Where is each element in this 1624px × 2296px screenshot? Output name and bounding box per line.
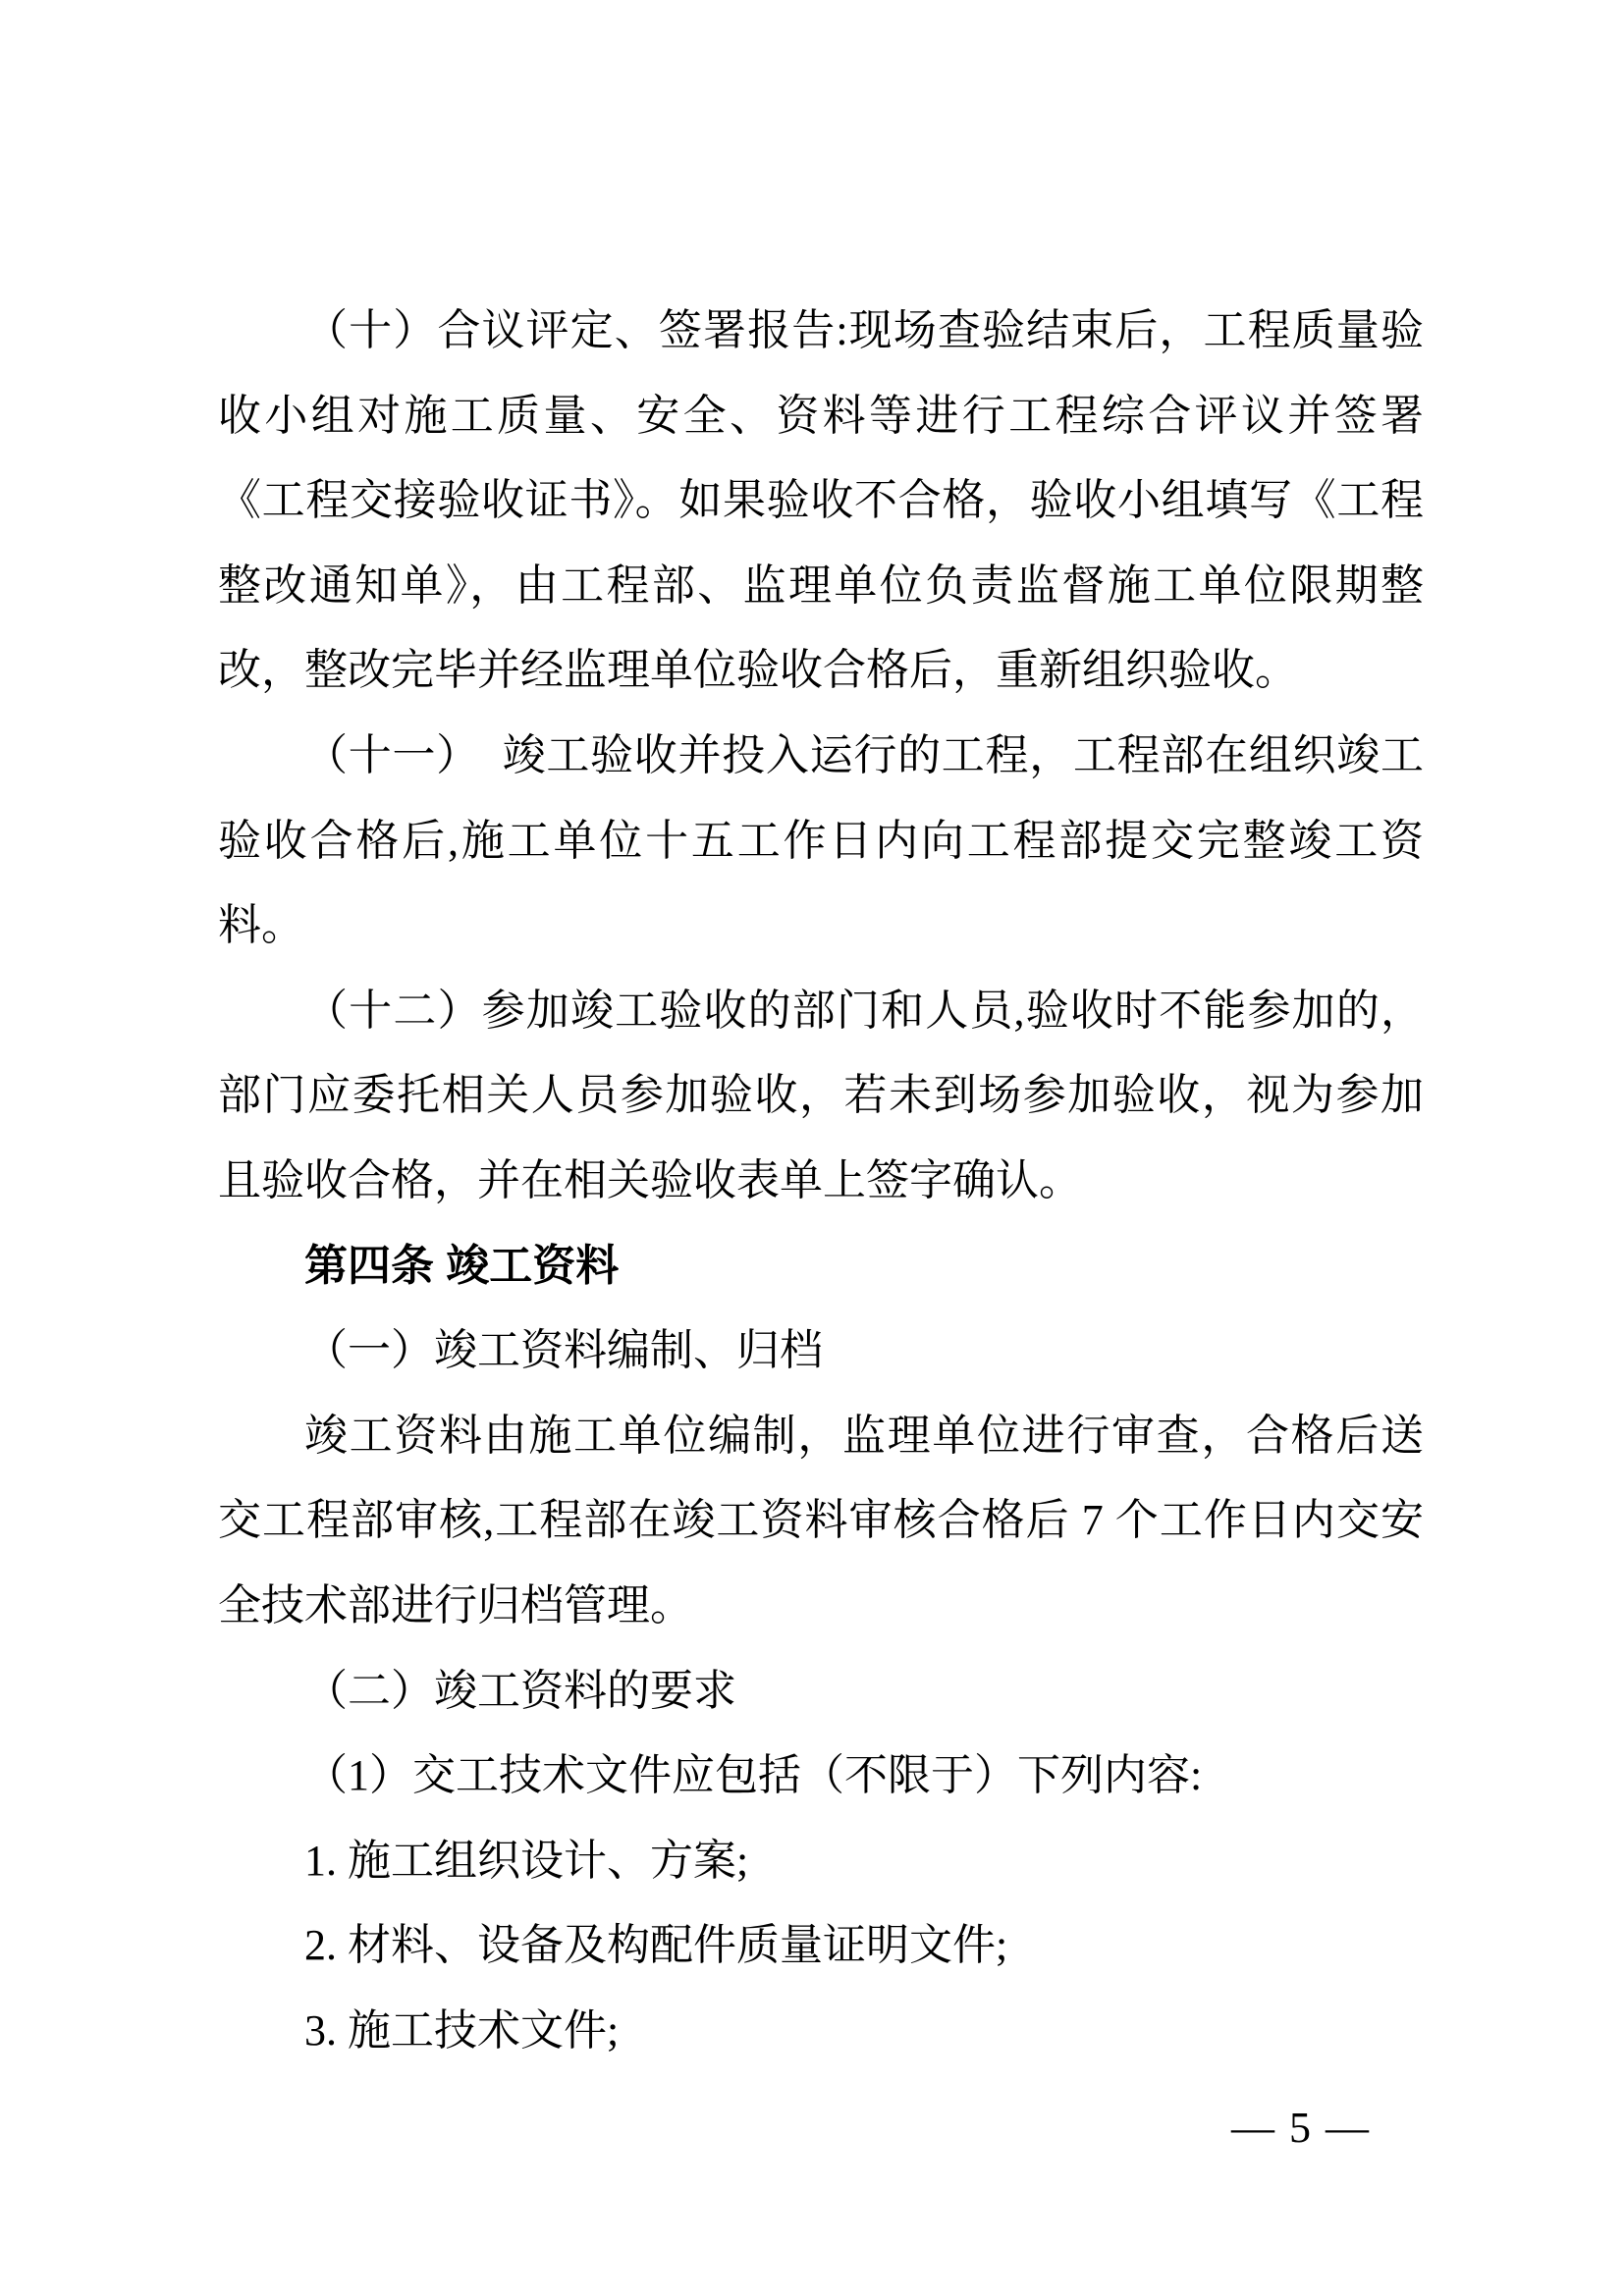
section-heading-article-4: 第四条 竣工资料 (304, 1241, 620, 1290)
paragraph-item-10: （十）合议评定、签署报告:现场查验结束后，工程质量验收小组对施工质量、安全、资料等进行工程综合评议并签署《工程交接验收证书》。如果验收不合格，验收小组填写《工程整改通知单》，由工程部、监理单位负责监督施工单位限期整改，整改完毕并经监理单位验收合格后，重新组织验收。 (218, 306, 1424, 695)
paragraph-requirement-1: （1）交工技术文件应包括（不限于）下列内容: (304, 1751, 1203, 1800)
page-number: — 5 — (1231, 2104, 1371, 2152)
list-item-3: 3. 施工技术文件; (304, 2005, 620, 2055)
paragraph-sub-1: （一）竣工资料编制、归档 (304, 1326, 823, 1375)
list-item-2: 2. 材料、设备及构配件质量证明文件; (304, 1921, 1008, 1970)
paragraph-archive-rule: 竣工资料由施工单位编制，监理单位进行审查，合格后送交工程部审核,工程部在竣工资料审核合格后 7 个工作日内交安全技术部进行归档管理。 (218, 1411, 1424, 1629)
paragraph-sub-2: （二）竣工资料的要求 (304, 1666, 736, 1715)
paragraph-item-11: （十一） 竣工验收并投入运行的工程，工程部在组织竣工验收合格后,施工单位十五工作日内向工程部提交完整竣工资料。 (218, 730, 1424, 950)
paragraph-item-12: （十二）参加竣工验收的部门和人员,验收时不能参加的，部门应委托相关人员参加验收，若未到场参加验收，视为参加且验收合格，并在相关验收表单上签字确认。 (218, 986, 1424, 1204)
list-item-1: 1. 施工组织设计、方案; (304, 1836, 749, 1885)
document-body (218, 289, 1424, 2073)
